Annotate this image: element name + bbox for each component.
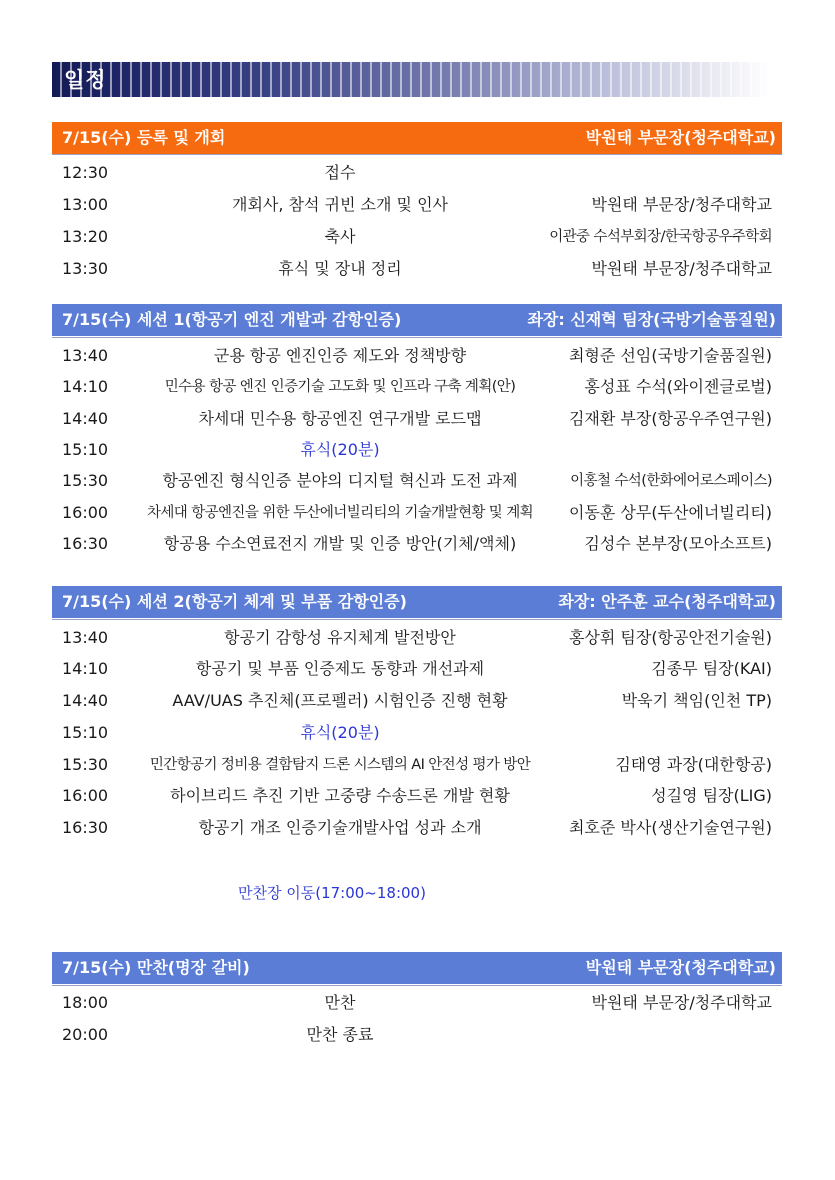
table-row bbox=[52, 623, 782, 653]
time: 15:10 bbox=[62, 440, 109, 459]
speaker: 홍상휘 팀장(항공안전기술원) bbox=[568, 628, 772, 647]
section-header-dinner bbox=[52, 952, 782, 984]
table-row bbox=[52, 529, 782, 559]
section-chair: 박원태 부문장(청주대학교) bbox=[585, 958, 776, 977]
time: 18:00 bbox=[62, 993, 109, 1012]
table-row bbox=[52, 686, 782, 716]
table-row bbox=[52, 988, 782, 1018]
table-row bbox=[52, 435, 782, 465]
topic: 축사 bbox=[324, 227, 356, 246]
speaker: 이동훈 상무(두산에너빌리티) bbox=[568, 503, 772, 522]
time: 12:30 bbox=[62, 163, 109, 182]
dinner-move-note: 만찬장 이동(17:00~18:00) bbox=[238, 884, 426, 902]
time: 14:40 bbox=[62, 691, 109, 710]
table-row bbox=[52, 654, 782, 684]
time: 14:40 bbox=[62, 409, 109, 428]
topic: 항공기 감항성 유지체계 발전방안 bbox=[224, 628, 456, 647]
table-row bbox=[52, 1020, 782, 1050]
section-title: 7/15(수) 만찬(명장 갈비) bbox=[62, 958, 250, 977]
topic: 휴식 및 장내 정리 bbox=[278, 259, 402, 278]
topic: 항공엔진 형식인증 분야의 디지털 혁신과 도전 과제 bbox=[162, 471, 518, 490]
table-row bbox=[52, 813, 782, 843]
topic: 항공기 및 부품 인증제도 동향과 개선과제 bbox=[195, 659, 485, 678]
time: 13:20 bbox=[62, 227, 109, 246]
table-row bbox=[52, 750, 782, 780]
time: 16:00 bbox=[62, 786, 109, 805]
time: 15:10 bbox=[62, 723, 109, 742]
topic: 군용 항공 엔진인증 제도와 정책방향 bbox=[213, 346, 467, 365]
topic: 접수 bbox=[324, 163, 356, 182]
speaker: 김태영 과장(대한항공) bbox=[615, 755, 772, 774]
time: 13:30 bbox=[62, 259, 109, 278]
speaker: 최형준 선임(국방기술품질원) bbox=[568, 346, 772, 365]
topic: 개회사, 참석 귀빈 소개 및 인사 bbox=[232, 195, 448, 214]
topic: 만찬 bbox=[324, 993, 356, 1012]
table-row bbox=[52, 404, 782, 434]
topic: 민수용 항공 엔진 인증기술 고도화 및 인프라 구축 계획(안) bbox=[164, 379, 516, 395]
table-row bbox=[52, 498, 782, 528]
table-row bbox=[52, 372, 782, 402]
time: 15:30 bbox=[62, 471, 109, 490]
topic: 항공기 개조 인증기술개발사업 성과 소개 bbox=[198, 818, 482, 837]
section-chair: 박원태 부문장(청주대학교) bbox=[585, 128, 776, 147]
topic: 차세대 항공엔진을 위한 두산에너빌리티의 기술개발현황 및 계획 bbox=[146, 505, 534, 521]
section-chair: 좌장: 신재혁 팀장(국방기술품질원) bbox=[527, 310, 776, 329]
topic: 만찬 종료 bbox=[306, 1025, 374, 1044]
table-row bbox=[52, 158, 782, 188]
speaker: 김재환 부장(항공우주연구원) bbox=[568, 409, 772, 428]
topic: 차세대 민수용 항공엔진 연구개발 로드맵 bbox=[198, 409, 482, 428]
time: 20:00 bbox=[62, 1025, 109, 1044]
section-title: 7/15(수) 등록 및 개회 bbox=[62, 128, 226, 147]
table-row bbox=[52, 222, 782, 252]
section-header-opening bbox=[52, 122, 782, 154]
table-row bbox=[52, 781, 782, 811]
topic: AAV/UAS 추진체(프로펠러) 시험인증 진행 현황 bbox=[172, 691, 508, 710]
speaker: 박원태 부문장/청주대학교 bbox=[591, 259, 772, 278]
section-chair: 좌장: 안주훈 교수(청주대학교) bbox=[558, 592, 776, 611]
speaker: 김종무 팀장(KAI) bbox=[651, 659, 772, 678]
speaker: 박욱기 책임(인천 TP) bbox=[621, 691, 772, 710]
table-row bbox=[52, 718, 782, 748]
page-title: 일정 bbox=[64, 68, 107, 92]
speaker: 최호준 박사(생산기술연구원) bbox=[568, 818, 772, 837]
page-title-bar bbox=[52, 62, 770, 97]
time: 13:40 bbox=[62, 346, 109, 365]
time: 16:30 bbox=[62, 534, 109, 553]
time: 13:40 bbox=[62, 628, 109, 647]
time: 16:30 bbox=[62, 818, 109, 837]
table-row bbox=[52, 466, 782, 496]
table-row bbox=[52, 341, 782, 371]
section-title: 7/15(수) 세션 1(항공기 엔진 개발과 감항인증) bbox=[62, 310, 402, 329]
divider bbox=[52, 619, 782, 620]
divider bbox=[52, 154, 782, 155]
table-row bbox=[52, 190, 782, 220]
speaker: 박원태 부문장/청주대학교 bbox=[591, 195, 772, 214]
topic: 민간항공기 정비용 결함탐지 드론 시스템의 AI 안전성 평가 방안 bbox=[149, 757, 531, 773]
section-title: 7/15(수) 세션 2(항공기 체계 및 부품 감항인증) bbox=[62, 592, 407, 611]
topic: 하이브리드 추진 기반 고중량 수송드론 개발 현황 bbox=[170, 786, 510, 805]
time: 15:30 bbox=[62, 755, 109, 774]
time: 13:00 bbox=[62, 195, 109, 214]
divider bbox=[52, 985, 782, 986]
speaker: 성길영 팀장(LIG) bbox=[651, 786, 772, 805]
speaker: 김성수 본부장(모아소프트) bbox=[584, 534, 772, 553]
break-label: 휴식(20분) bbox=[300, 440, 380, 459]
speaker: 박원태 부문장/청주대학교 bbox=[591, 993, 772, 1012]
speaker: 이홍철 수석(한화에어로스페이스) bbox=[570, 473, 772, 489]
section-header-session2 bbox=[52, 586, 782, 618]
speaker: 이관중 수석부회장/한국항공우주학회 bbox=[549, 229, 772, 245]
speaker: 홍성표 수석(와이젠글로벌) bbox=[584, 377, 772, 396]
topic: 항공용 수소연료전지 개발 및 인증 방안(기체/액체) bbox=[163, 534, 517, 553]
section-header-session1 bbox=[52, 304, 782, 336]
divider bbox=[52, 337, 782, 338]
break-label: 휴식(20분) bbox=[300, 723, 380, 742]
time: 14:10 bbox=[62, 377, 109, 396]
time: 14:10 bbox=[62, 659, 109, 678]
table-row bbox=[52, 254, 782, 284]
time: 16:00 bbox=[62, 503, 109, 522]
